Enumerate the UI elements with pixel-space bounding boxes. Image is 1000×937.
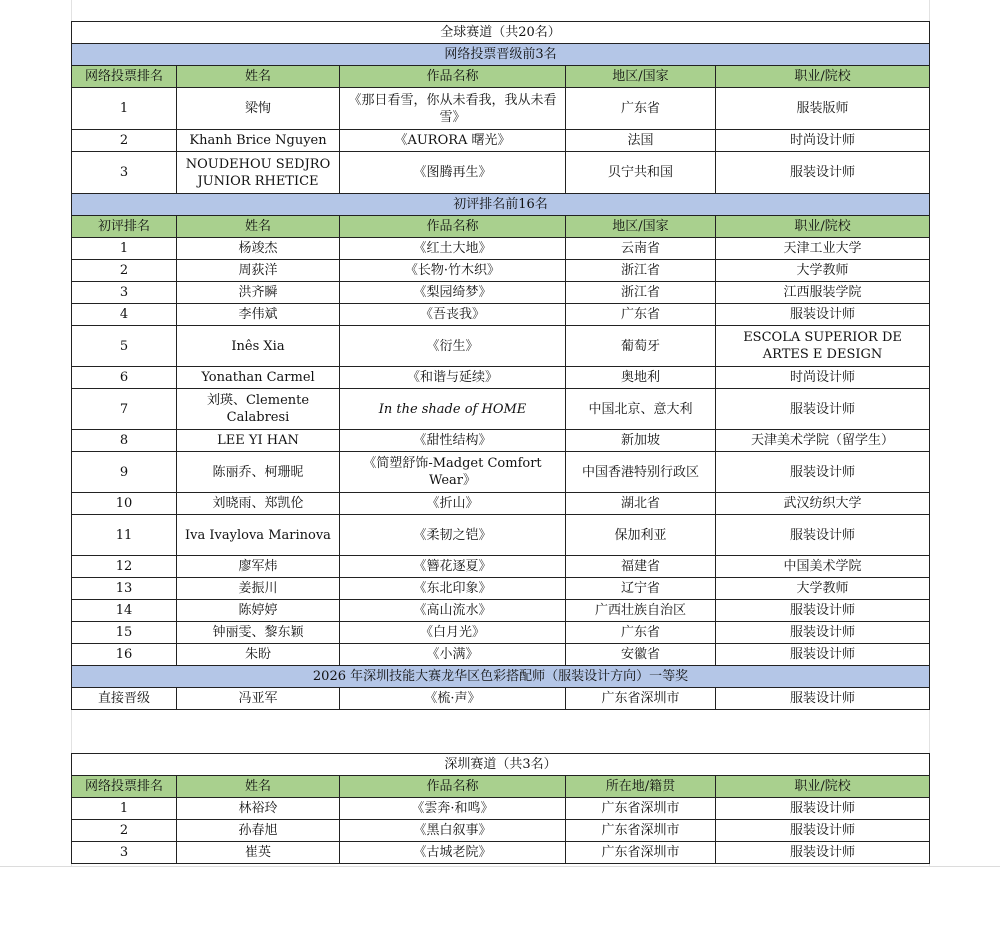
occupation-cell: 服装设计师 xyxy=(716,820,930,842)
occupation-cell: 服装设计师 xyxy=(716,304,930,326)
rank-cell: 3 xyxy=(72,152,177,194)
work-cell: 《雲奔·和鸣》 xyxy=(340,798,566,820)
table-row xyxy=(72,644,930,666)
work-cell: 《折山》 xyxy=(340,493,566,515)
column-header: 职业/院校 xyxy=(716,216,930,238)
column-header: 姓名 xyxy=(177,66,340,88)
table-row xyxy=(72,493,930,515)
name-cell: 刘瑛、Clemente Calabresi xyxy=(177,389,340,430)
work-cell: 《甜性结构》 xyxy=(340,430,566,452)
rank-cell: 16 xyxy=(72,644,177,666)
region-cell: 广东省深圳市 xyxy=(566,820,716,842)
work-cell: 《那日看雪，你从未看我，我从未看雪》 xyxy=(340,88,566,130)
column-header: 职业/院校 xyxy=(716,776,930,798)
column-header: 姓名 xyxy=(177,216,340,238)
name-cell: 洪齐瞬 xyxy=(177,282,340,304)
global-track-title: 全球赛道（共20名） xyxy=(72,22,930,44)
table-row xyxy=(72,130,930,152)
work-cell: 《梳·声》 xyxy=(340,688,566,710)
column-header: 地区/国家 xyxy=(566,216,716,238)
table-row xyxy=(72,578,930,600)
region-cell: 奥地利 xyxy=(566,367,716,389)
name-cell: 姜振川 xyxy=(177,578,340,600)
occupation-cell: 江西服装学院 xyxy=(716,282,930,304)
table-row xyxy=(72,389,930,430)
rank-cell: 4 xyxy=(72,304,177,326)
rank-cell: 2 xyxy=(72,260,177,282)
table-row xyxy=(72,430,930,452)
table-row xyxy=(72,238,930,260)
column-header: 作品名称 xyxy=(340,216,566,238)
name-cell: Yonathan Carmel xyxy=(177,367,340,389)
work-cell: 《黑白叙事》 xyxy=(340,820,566,842)
occupation-cell: 服装设计师 xyxy=(716,622,930,644)
occupation-cell: 时尚设计师 xyxy=(716,367,930,389)
name-cell: Iva Ivaylova Marinova xyxy=(177,515,340,556)
shenzhen-track-table xyxy=(71,753,930,864)
work-cell: 《柔韧之铠》 xyxy=(340,515,566,556)
occupation-cell: 服装设计师 xyxy=(716,842,930,864)
name-cell: 周荻洋 xyxy=(177,260,340,282)
work-cell: 《白月光》 xyxy=(340,622,566,644)
work-cell: 《簪花逐夏》 xyxy=(340,556,566,578)
region-cell: 浙江省 xyxy=(566,282,716,304)
region-cell: 福建省 xyxy=(566,556,716,578)
work-cell: 《梨园绮梦》 xyxy=(340,282,566,304)
occupation-cell: 服装设计师 xyxy=(716,644,930,666)
region-cell: 新加坡 xyxy=(566,430,716,452)
work-cell: 《东北印象》 xyxy=(340,578,566,600)
column-header: 职业/院校 xyxy=(716,66,930,88)
table-row xyxy=(72,842,930,864)
work-cell: 《红土大地》 xyxy=(340,238,566,260)
header-row xyxy=(72,216,930,238)
header-row xyxy=(72,776,930,798)
table-row xyxy=(72,820,930,842)
table-row xyxy=(72,600,930,622)
rank-cell: 1 xyxy=(72,88,177,130)
vote-section-title: 网络投票晋级前3名 xyxy=(72,44,930,66)
column-header: 姓名 xyxy=(177,776,340,798)
work-cell: 《吾丧我》 xyxy=(340,304,566,326)
rank-cell: 9 xyxy=(72,452,177,493)
occupation-cell: 服装设计师 xyxy=(716,389,930,430)
occupation-cell: 武汉纺织大学 xyxy=(716,493,930,515)
occupation-cell: 服装设计师 xyxy=(716,515,930,556)
column-header: 网络投票排名 xyxy=(72,776,177,798)
occupation-cell: 天津工业大学 xyxy=(716,238,930,260)
work-cell: 《小满》 xyxy=(340,644,566,666)
work-cell: 《衍生》 xyxy=(340,326,566,367)
name-cell: Khanh Brice Nguyen xyxy=(177,130,340,152)
rank-cell: 7 xyxy=(72,389,177,430)
rank-cell: 6 xyxy=(72,367,177,389)
rank-cell: 2 xyxy=(72,130,177,152)
rank-cell: 1 xyxy=(72,798,177,820)
region-cell: 湖北省 xyxy=(566,493,716,515)
region-cell: 广东省深圳市 xyxy=(566,798,716,820)
occupation-cell: 大学教师 xyxy=(716,578,930,600)
region-cell: 广东省 xyxy=(566,88,716,130)
table-row xyxy=(72,367,930,389)
table-row xyxy=(72,556,930,578)
table-row xyxy=(72,260,930,282)
table-row xyxy=(72,452,930,493)
shenzhen-track-title: 深圳赛道（共3名） xyxy=(72,754,930,776)
work-cell: In the shade of HOME xyxy=(340,389,566,430)
name-cell: Inês Xia xyxy=(177,326,340,367)
table-row xyxy=(72,688,930,710)
work-cell: 《和谐与延续》 xyxy=(340,367,566,389)
work-cell: 《简塑舒饰-Madget Comfort Wear》 xyxy=(340,452,566,493)
column-header: 初评排名 xyxy=(72,216,177,238)
name-cell: 廖军炜 xyxy=(177,556,340,578)
region-cell: 广西壮族自治区 xyxy=(566,600,716,622)
section-title-row xyxy=(72,44,930,66)
occupation-cell: 服装设计师 xyxy=(716,688,930,710)
rank-cell: 3 xyxy=(72,282,177,304)
table-row xyxy=(72,304,930,326)
name-cell: 孙春旭 xyxy=(177,820,340,842)
table-row xyxy=(72,798,930,820)
rank-cell: 15 xyxy=(72,622,177,644)
rank-cell: 12 xyxy=(72,556,177,578)
rank-cell: 3 xyxy=(72,842,177,864)
work-cell: 《古城老院》 xyxy=(340,842,566,864)
region-cell: 保加利亚 xyxy=(566,515,716,556)
occupation-cell: 天津美术学院（留学生） xyxy=(716,430,930,452)
column-header: 作品名称 xyxy=(340,66,566,88)
work-cell: 《图腾再生》 xyxy=(340,152,566,194)
occupation-cell: 时尚设计师 xyxy=(716,130,930,152)
section-title-row xyxy=(72,194,930,216)
name-cell: LEE YI HAN xyxy=(177,430,340,452)
name-cell: 李伟斌 xyxy=(177,304,340,326)
column-header: 作品名称 xyxy=(340,776,566,798)
column-header: 所在地/籍贯 xyxy=(566,776,716,798)
region-cell: 广东省 xyxy=(566,622,716,644)
name-cell: NOUDEHOU SEDJRO JUNIOR RHETICE xyxy=(177,152,340,194)
table-row xyxy=(72,152,930,194)
occupation-cell: 服装设计师 xyxy=(716,452,930,493)
occupation-cell: 大学教师 xyxy=(716,260,930,282)
occupation-cell: 服装版师 xyxy=(716,88,930,130)
occupation-cell: 服装设计师 xyxy=(716,600,930,622)
region-cell: 广东省 xyxy=(566,304,716,326)
rank-cell: 8 xyxy=(72,430,177,452)
occupation-cell: 中国美术学院 xyxy=(716,556,930,578)
name-cell: 崔英 xyxy=(177,842,340,864)
name-cell: 杨竣杰 xyxy=(177,238,340,260)
rank-cell: 13 xyxy=(72,578,177,600)
column-header: 地区/国家 xyxy=(566,66,716,88)
rank-cell: 直接晋级 xyxy=(72,688,177,710)
region-cell: 法国 xyxy=(566,130,716,152)
table-row xyxy=(72,282,930,304)
rank-cell: 14 xyxy=(72,600,177,622)
name-cell: 钟丽雯、黎东颖 xyxy=(177,622,340,644)
name-cell: 冯亚军 xyxy=(177,688,340,710)
rank-cell: 5 xyxy=(72,326,177,367)
table-row xyxy=(72,326,930,367)
rank-cell: 2 xyxy=(72,820,177,842)
section-title-row xyxy=(72,666,930,688)
direct-section-title: 2026 年深圳技能大赛龙华区色彩搭配师（服装设计方向）一等奖 xyxy=(72,666,930,688)
header-row xyxy=(72,66,930,88)
rank-cell: 10 xyxy=(72,493,177,515)
global-track-table xyxy=(71,21,930,710)
table-row xyxy=(72,622,930,644)
rank-cell: 1 xyxy=(72,238,177,260)
region-cell: 中国香港特别行政区 xyxy=(566,452,716,493)
region-cell: 广东省深圳市 xyxy=(566,688,716,710)
name-cell: 刘晓雨、郑凯伦 xyxy=(177,493,340,515)
table-row xyxy=(72,515,930,556)
occupation-cell: 服装设计师 xyxy=(716,798,930,820)
table-title-row xyxy=(72,22,930,44)
region-cell: 葡萄牙 xyxy=(566,326,716,367)
work-cell: 《高山流水》 xyxy=(340,600,566,622)
table-row xyxy=(72,88,930,130)
region-cell: 贝宁共和国 xyxy=(566,152,716,194)
rank-cell: 11 xyxy=(72,515,177,556)
name-cell: 陈婷婷 xyxy=(177,600,340,622)
region-cell: 辽宁省 xyxy=(566,578,716,600)
name-cell: 梁恂 xyxy=(177,88,340,130)
occupation-cell: 服装设计师 xyxy=(716,152,930,194)
occupation-cell: ESCOLA SUPERIOR DE ARTES E DESIGN xyxy=(716,326,930,367)
name-cell: 朱盼 xyxy=(177,644,340,666)
region-cell: 浙江省 xyxy=(566,260,716,282)
work-cell: 《AURORA 曙光》 xyxy=(340,130,566,152)
table-title-row xyxy=(72,754,930,776)
prelim-section-title: 初评排名前16名 xyxy=(72,194,930,216)
page-footer-area xyxy=(0,866,1000,937)
region-cell: 云南省 xyxy=(566,238,716,260)
name-cell: 林裕玲 xyxy=(177,798,340,820)
column-header: 网络投票排名 xyxy=(72,66,177,88)
region-cell: 安徽省 xyxy=(566,644,716,666)
region-cell: 广东省深圳市 xyxy=(566,842,716,864)
name-cell: 陈丽乔、柯珊昵 xyxy=(177,452,340,493)
work-cell: 《长物·竹木织》 xyxy=(340,260,566,282)
region-cell: 中国北京、意大利 xyxy=(566,389,716,430)
